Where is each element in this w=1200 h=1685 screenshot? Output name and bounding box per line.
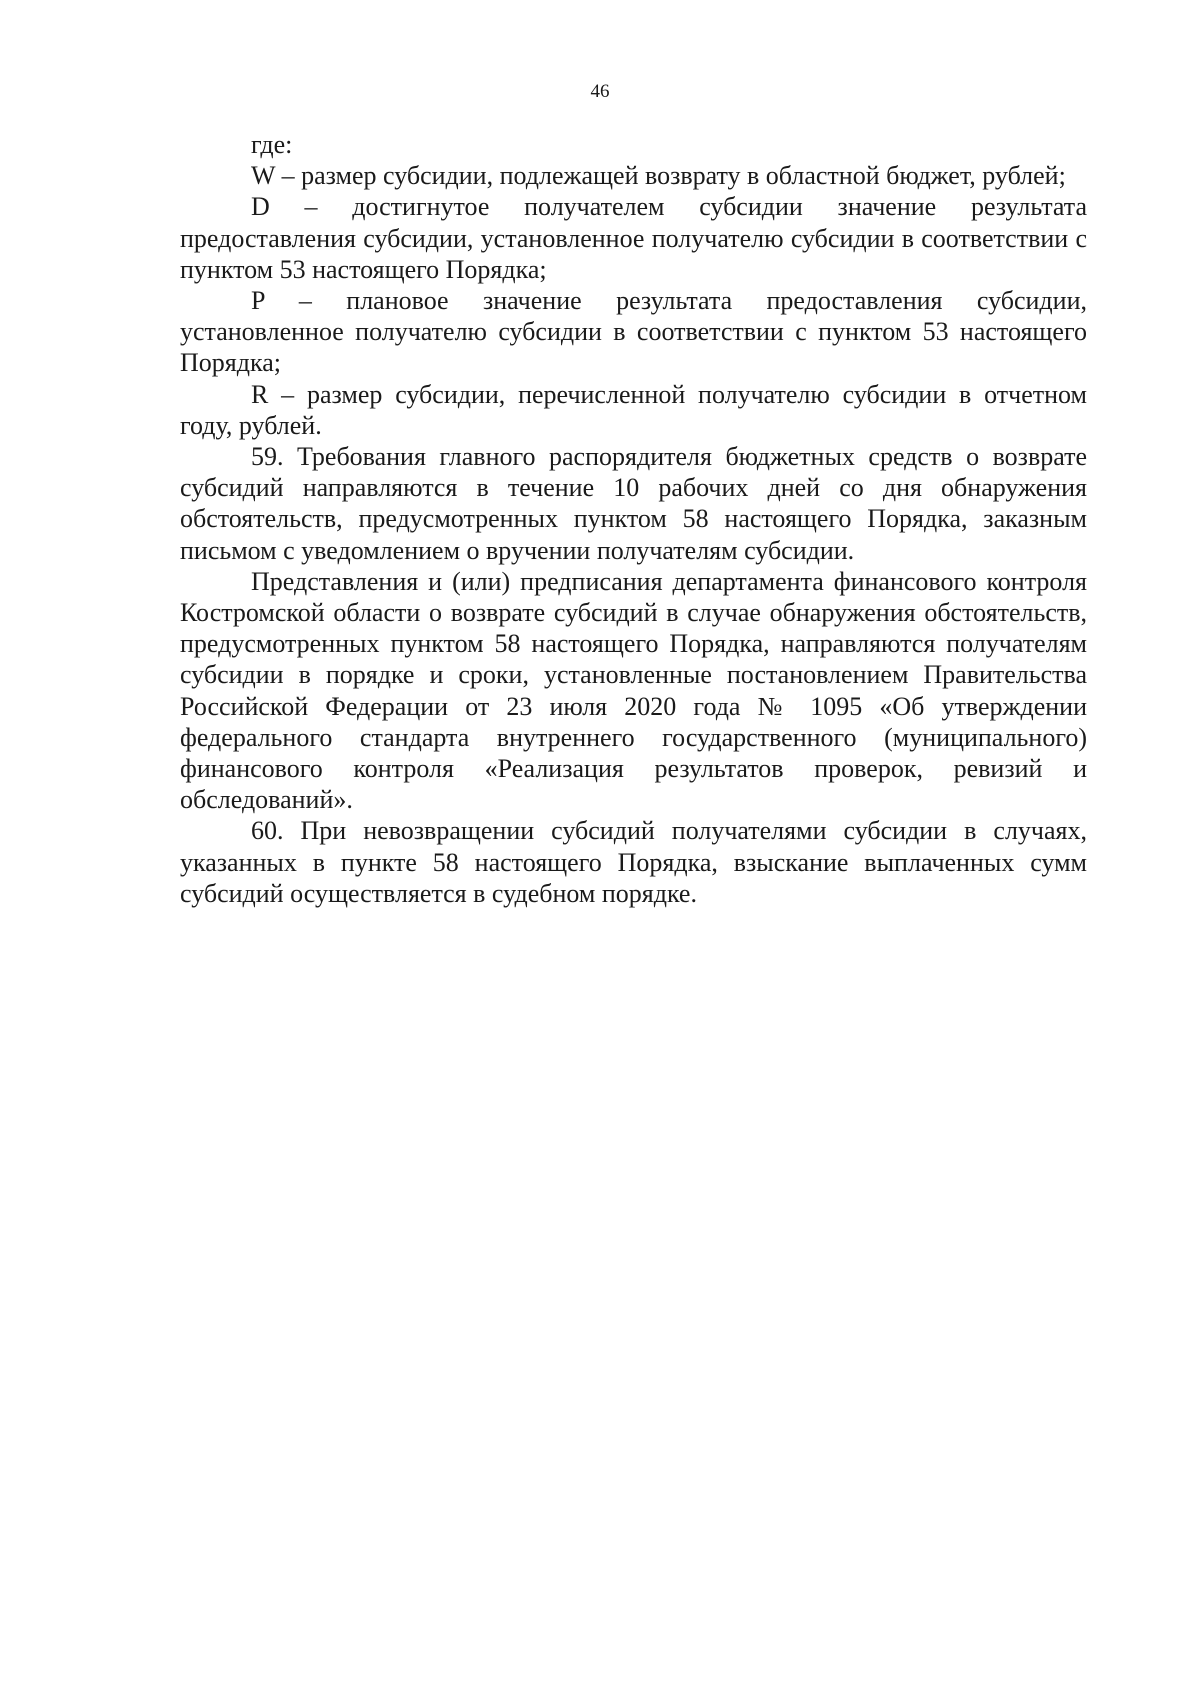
paragraph-definition-w: W – размер субсидии, подлежащей возврату в областной бюджет, рублей;: [251, 161, 1066, 191]
paragraph-definition-d: D – достигнутое получателем субсидии значение результата предоставления субсидии, установленное получателю субсидии в соответствии с пунктом 53 настоящего Порядка;: [180, 192, 1087, 284]
paragraph-definition-p: P – плановое значение результата предоставления субсидии, установленное получателю субсидии в соответствии с пунктом 53 настоящего Порядка;: [180, 286, 1087, 378]
document-body: [180, 129, 1087, 909]
paragraph-control-notices: Представления и (или) предписания департамента финансового контроля Костромской области о возврате субсидий в случае обнаружения обстоятельств, предусмотренных пунктом 58 настоящего Порядка, направляются получателям субсидии в порядке и сроки, установленные постановлением Правительства Российской Федерации от 23 июля 2020 года № 1095 «Об утверждении федерального стандарта внутреннего государственного (муниципального) финансового контроля «Реализация результатов проверок, ревизий и обследований».: [180, 566, 1087, 815]
paragraph-59: 59. Требования главного распорядителя бюджетных средств о возврате субсидий направляются в течение 10 рабочих дней со дня обнаружения обстоятельств, предусмотренных пунктом 58 настоящего Порядка, заказным письмом с уведомлением о вручении получателям субсидии.: [180, 442, 1087, 565]
paragraph-definition-r: R – размер субсидии, перечисленной получателю субсидии в отчетном году, рублей.: [180, 379, 1087, 440]
paragraph-where: где:: [251, 130, 293, 159]
paragraph-60: 60. При невозвращении субсидий получателями субсидии в случаях, указанных в пункте 58 настоящего Порядка, взыскание выплаченных сумм субсидий осуществляется в судебном порядке.: [180, 816, 1087, 908]
page-number: 46: [590, 81, 610, 102]
